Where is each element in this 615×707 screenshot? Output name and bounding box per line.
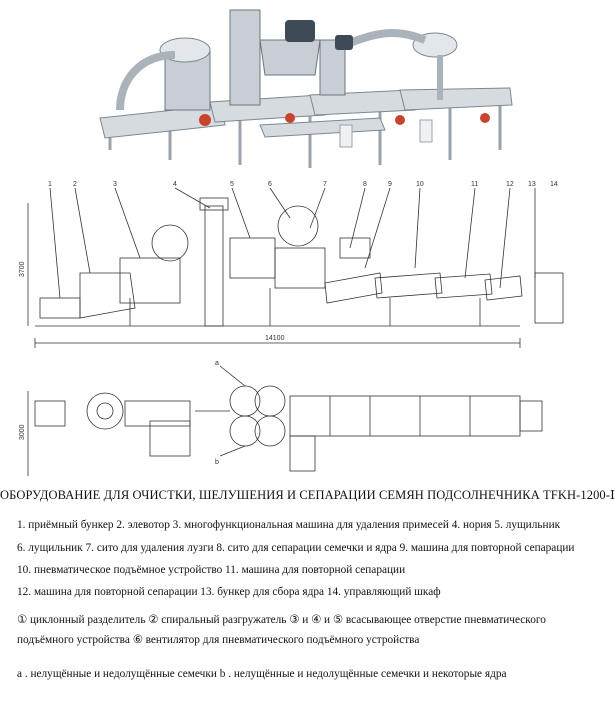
legend-line-5: ① циклонный разделитель ② спиральный разгружатель ③ и ④ и ⑤ всасывающее отверстие пневматического (17, 614, 546, 626)
callout-1: 1 (48, 181, 52, 188)
callout-12: 12 (506, 181, 514, 188)
callout-4: 4 (173, 181, 177, 188)
machine-photo (80, 0, 520, 178)
plan-width-dimension: 3000 (19, 424, 26, 440)
callout-3: 3 (113, 181, 117, 188)
overall-height-dimension: 3700 (19, 261, 26, 277)
plan-view-drawing (20, 356, 580, 486)
legend-line-4: 12. машина для повторной сепарации 13. бункер для сбора ядра 14. управляющий шкаф (17, 586, 441, 598)
legend-line-6: подъёмного устройства ⑥ вентилятор для пневматического подъёмного устройства (17, 634, 420, 646)
callout-14: 14 (550, 181, 558, 188)
callout-6: 6 (268, 181, 272, 188)
callout-5: 5 (230, 181, 234, 188)
document-title: ОБОРУДОВАНИЕ ДЛЯ ОЧИСТКИ, ШЕЛУШЕНИЯ И СЕПАРАЦИИ СЕМЯН ПОДСОЛНЕЧНИКА TFKH-1200-Ⅰ (0, 488, 615, 502)
side-elevation-drawing (20, 178, 580, 356)
legend-line-2: 6. лущильник 7. сито для удаления лузги 8. сито для сепарации семечки и ядра 9. машина для повторной сепарации (17, 542, 575, 554)
callout-10: 10 (416, 181, 424, 188)
callout-13: 13 (528, 181, 536, 188)
legend-line-7: a . нелущённые и недолущённые семечки b . нелущённые и недолущённые семечки и некоторые ядра (17, 668, 507, 680)
callout-7: 7 (323, 181, 327, 188)
plan-callout-a: a (215, 360, 219, 367)
legend-line-1: 1. приёмный бункер 2. элевотор 3. многофункциональная машина для удаления примесей 4. нория 5. лущильник (17, 519, 561, 531)
plan-callout-b: b (215, 459, 219, 466)
callout-2: 2 (73, 181, 77, 188)
callout-9: 9 (388, 181, 392, 188)
overall-length-dimension: 14100 (265, 335, 285, 342)
callout-8: 8 (363, 181, 367, 188)
callout-11: 11 (471, 181, 479, 188)
legend-line-3: 10. пневматическое подъёмное устройство 11. машина для повторной сепарации (17, 564, 406, 576)
